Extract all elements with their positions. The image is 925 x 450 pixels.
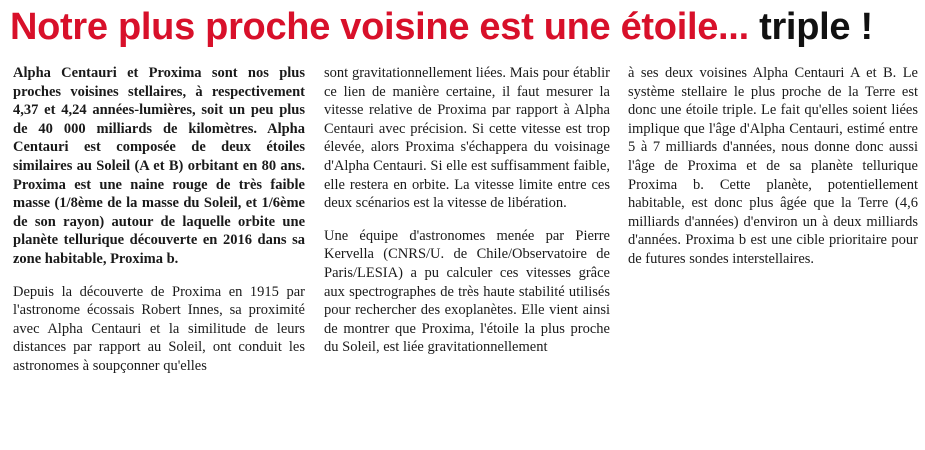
body-paragraph-3: Une équipe d'astronomes menée par Pierre Kervella (CNRS/U. de Chile/Observatoire de Paris/LESIA) a pu calculer ces vitesses grâce aux spectrographes de très haute stabilité utilisés pour rechercher des exoplanètes. Elle vient ainsi de montrer que Proxima, l'étoile la plus proche du Soleil, est liée gravitationnellement bbox=[324, 227, 610, 356]
body-paragraph-2: sont gravitationnellement liées. Mais pour établir ce lien de manière certaine, il faut mesurer la vitesse relative de Proxima par rapport à Alpha Centauri avec précision. Si cette vitesse est trop élevée, alors Proxima s'échappera du voisinage d'Alpha Centauri. Si elle est suffisamment faible, elle restera en orbite. La vitesse limite entre ces deux scénarios est la vitesse de libération. bbox=[324, 65, 610, 212]
article-headline bbox=[10, 4, 920, 50]
headline-emphasis: triple ! bbox=[759, 6, 873, 48]
body-paragraph-1: Depuis la découverte de Proxima en 1915 par l'astronome écossais Robert Innes, sa proximité avec Alpha Centauri et la similitude de leurs distances par rapport au Soleil, ont conduit les astronomes à soupçonner qu'elles bbox=[13, 283, 305, 374]
column-1 bbox=[13, 64, 305, 376]
lead-paragraph: Alpha Centauri et Proxima sont nos plus proches voisines stellaires, à respectivement 4,37 et 4,24 années-lumières, soit un peu plus de 40 000 milliards de kilomètres. Alpha Centauri est composée de deux étoiles similaires au Soleil (A et B) orbitant en 80 ans. Proxima est une naine rouge de très faible masse (1/8ème de la masse du Soleil, et 1/6ème de son rayon) autour de laquelle orbite une planète tellurique découverte en 2016 dans sa zone habitable, Proxima b. bbox=[13, 65, 305, 267]
column-3 bbox=[628, 64, 918, 269]
body-paragraph-4: à ses deux voisines Alpha Centauri A et B. Le système stellaire le plus proche de la Terre est donc une étoile triple. Le fait qu'elles soient liées implique que l'âge d'Alpha Centauri, estimé entre 5 à 7 milliards d'années, nous donne donc aussi l'âge de Proxima et de sa planète tellurique Proxima b. Cette planète, potentiellement habitable, est donc plus âgée que la Terre (4,6 milliards d'années) d'environ un à deux milliards d'années. Proxima b est une cible prioritaire pour de futures sondes interstellaires. bbox=[628, 65, 918, 267]
headline-main: Notre plus proche voisine est une étoile... bbox=[10, 6, 749, 48]
column-2 bbox=[324, 64, 610, 357]
